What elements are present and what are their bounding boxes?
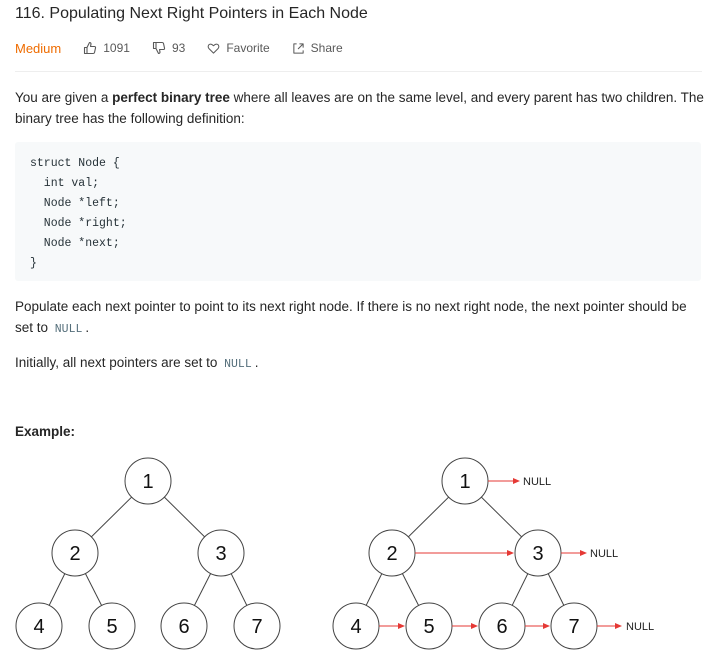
favorite-label: Favorite — [226, 41, 270, 55]
problem-title: 116. Populating Next Right Pointers in Each Node — [15, 5, 368, 22]
input-tree-node-label: 7 — [251, 616, 263, 638]
null-label: NULL — [523, 476, 552, 488]
input-tree-node-label: 2 — [69, 543, 81, 565]
inline-code-null: NULL — [224, 358, 252, 371]
input-tree-node-label: 3 — [215, 543, 227, 565]
output-tree-node-label: 2 — [386, 543, 398, 565]
description-populate: Populate each next pointer to point to its next right node. If there is no next right node, the next pointer should be set to NULL . — [15, 299, 687, 336]
output-tree — [333, 458, 654, 649]
difficulty-badge: Medium — [15, 40, 62, 56]
output-tree-node-label: 6 — [496, 616, 508, 638]
like-count: 1091 — [103, 41, 130, 55]
code-text: struct Node { int val; Node *left; Node *right; Node *next; } — [30, 157, 127, 270]
null-label: NULL — [590, 548, 619, 560]
output-tree-node-label: 5 — [423, 616, 435, 638]
output-tree-node-label: 3 — [532, 543, 544, 565]
dislike-count: 93 — [171, 41, 186, 55]
input-tree-node-label: 6 — [178, 616, 190, 638]
example-heading: Example: — [15, 424, 76, 439]
input-tree-node-label: 5 — [106, 616, 118, 638]
null-label: NULL — [626, 621, 655, 633]
description-initial: Initially, all next pointers are set to NULL . — [15, 355, 259, 371]
input-tree — [16, 458, 280, 649]
description-intro: You are given a perfect binary tree where all leaves are on the same level, and every parent has two children. The binary tree has the following definition: — [15, 90, 704, 126]
input-tree-node-label: 4 — [33, 616, 45, 638]
output-tree-node-label: 7 — [568, 616, 580, 638]
output-tree-node-label: 1 — [459, 471, 471, 493]
share-label: Share — [310, 41, 343, 55]
inline-code-null: NULL — [54, 323, 83, 336]
emphasis-perfect-binary-tree: perfect binary tree — [112, 90, 230, 105]
input-tree-node-label: 1 — [142, 471, 154, 493]
output-tree-node-label: 4 — [350, 616, 362, 638]
